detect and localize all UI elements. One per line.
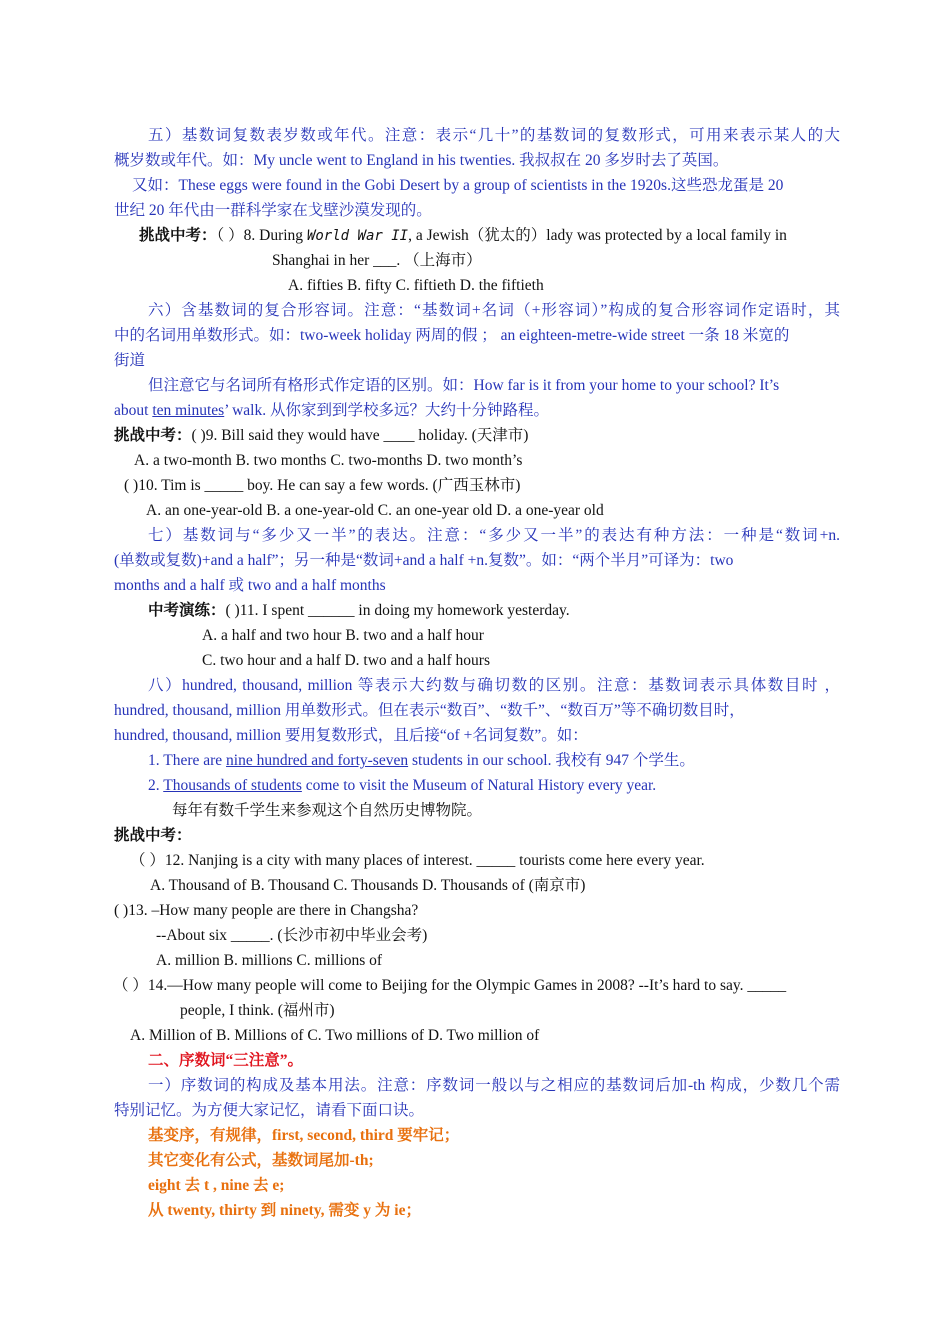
rhyme-line2: 其它变化有公式，基数词尾加-th; [148, 1152, 374, 1169]
question-13: ( )13. –How many people are there in Changsha? [114, 902, 419, 919]
s6-l5-underline: ten minutes [152, 402, 225, 419]
rhyme-line1: 基变序，有规律，first, second, third 要牢记； [148, 1127, 460, 1144]
section7-line1: 七）基数词与“多少又一半”的表达。注意：“多少又一半”的表达有种方法：一种是“数词+n. [148, 527, 840, 544]
section8-example1 [148, 751, 874, 771]
part2-line1: 一）序数词的构成及基本用法。注意：序数词一般以与之相应的基数词后加-th 构成，少数几个需 [148, 1077, 840, 1094]
section7-line3: months and a half 或 two and a half months [114, 577, 386, 594]
question-8-line2: Shanghai in her ___. （上海市） [272, 252, 482, 269]
section5-line3: 又如：These eggs were found in the Gobi Desert by a group of scientists in the 1920s.这些恐龙蛋是 20 [132, 177, 784, 194]
section8-example2 [148, 776, 874, 796]
q8-italic: World War II [306, 228, 409, 244]
ex2-underline: Thousands of students [163, 777, 302, 794]
section6-line4: 但注意它与名词所有格形式作定语的区别。如：How far is it from your home to your school? It’s [148, 377, 780, 394]
ex1-underline: nine hundred and forty-seven [226, 752, 409, 769]
section8-example2-translation: 每年有数千学生来参观这个自然历史博物院。 [172, 802, 483, 819]
q8-pre: （ ）8. During [216, 227, 307, 244]
question-8-options: A. fifties B. fifty C. fiftieth D. the fiftieth [288, 277, 544, 294]
challenge-label: 挑战中考： [139, 227, 217, 244]
s6-l5-pre: about [114, 402, 153, 419]
question-14-line2: people, I think. (福州市) [180, 1002, 335, 1019]
rhyme-line3: eight 去 t , nine 去 e; [148, 1177, 285, 1194]
question-11 [148, 601, 874, 621]
rhyme-line4: 从 twenty, thirty 到 ninety, 需变 y 为 ie； [148, 1202, 421, 1219]
ex2-post: come to visit the Museum of Natural History every year. [301, 777, 657, 794]
q11-text: ( )11. I spent ______ in doing my homework yesterday. [225, 602, 570, 619]
section5-line4: 世纪 20 年代由一群科学家在戈壁沙漠发现的。 [114, 202, 432, 219]
question-10: ( )10. Tim is _____ boy. He can say a few words. (广西玉林市) [124, 477, 521, 494]
section6-line5 [114, 401, 840, 421]
practice-label: 中考演练： [148, 602, 226, 619]
section5-line1: 五）基数词复数表岁数或年代。注意：表示“几十”的基数词的复数形式，可用来表示某人的大 [148, 127, 840, 144]
question-13-answer: --About six _____. (长沙市初中毕业会考) [156, 927, 428, 944]
section8-line1: 八）hundred, thousand, million 等表示大约数与确切数的区别。注意：基数词表示具体数目时 ， [148, 677, 840, 694]
challenge-label: 挑战中考： [114, 427, 192, 444]
section8-line2: hundred, thousand, million 用单数形式。但在表示“数百”、“数千”、“数百万”等不确切数目时， [114, 702, 745, 719]
question-14-options: A. Million of B. Millions of C. Two millions of D. Two million of [130, 1027, 540, 1044]
s6-l5-post: ’ walk. 从你家到到学校多远？大约十分钟路程。 [224, 402, 549, 419]
question-11-options-1: A. a half and two hour B. two and a half hour [202, 627, 484, 644]
question-10-options: A. an one-year-old B. a one-year-old C. an one-year old D. a one-year old [146, 502, 604, 519]
question-9 [114, 426, 840, 446]
section6-line1: 六）含基数词的复合形容词。注意：“基数词+名词（+形容词）”构成的复合形容词作定语时，其 [148, 302, 840, 319]
question-12-options: A. Thousand of B. Thousand C. Thousands D. Thousands of (南京市) [150, 877, 586, 894]
ex2-pre: 2. [148, 777, 164, 794]
question-12: （ ）12. Nanjing is a city with many places of interest. _____ tourists come here every year. [130, 852, 705, 869]
ex1-pre: 1. There are [148, 752, 227, 769]
section7-line2: (单数或复数)+and a half”；另一种是“数词+and a half +n.复数”。如：“两个半月”可译为：two [114, 552, 734, 569]
section5-line2: 概岁数或年代。如：My uncle went to England in his twenties. 我叔叔在 20 多岁时去了英国。 [114, 152, 729, 169]
question-14: （ ）14.—How many people will come to Beijing for the Olympic Games in 2008? --It’s hard to say. _____ [113, 977, 787, 994]
q8-post: , a Jewish（犹太的）lady was protected by a local family in [408, 227, 787, 244]
section8-line3: hundred, thousand, million 要用复数形式，且后接“of +名词复数”。如： [114, 727, 588, 744]
part2-line2: 特别记忆。为方便大家记忆，请看下面口诀。 [114, 1102, 425, 1119]
section6-line3: 街道 [114, 352, 146, 369]
question-9-options: A. a two-month B. two months C. two-months D. two month’s [134, 452, 523, 469]
question-13-options: A. million B. millions C. millions of [156, 952, 383, 969]
section6-line2: 中的名词用单数形式。如：two-week holiday 两周的假 ； an eighteen-metre-wide street 一条 18 米宽的 [114, 327, 790, 344]
question-11-options-2: C. two hour and a half D. two and a half hours [202, 652, 490, 669]
ex1-post: students in our school. 我校有 947 个学生。 [408, 752, 695, 769]
challenge-label: 挑战中考： [114, 827, 192, 844]
q9-text: ( )9. Bill said they would have ____ holiday. (天津市) [191, 427, 529, 444]
part2-title: 二、序数词“三注意”。 [148, 1052, 304, 1069]
question-8 [139, 226, 865, 246]
